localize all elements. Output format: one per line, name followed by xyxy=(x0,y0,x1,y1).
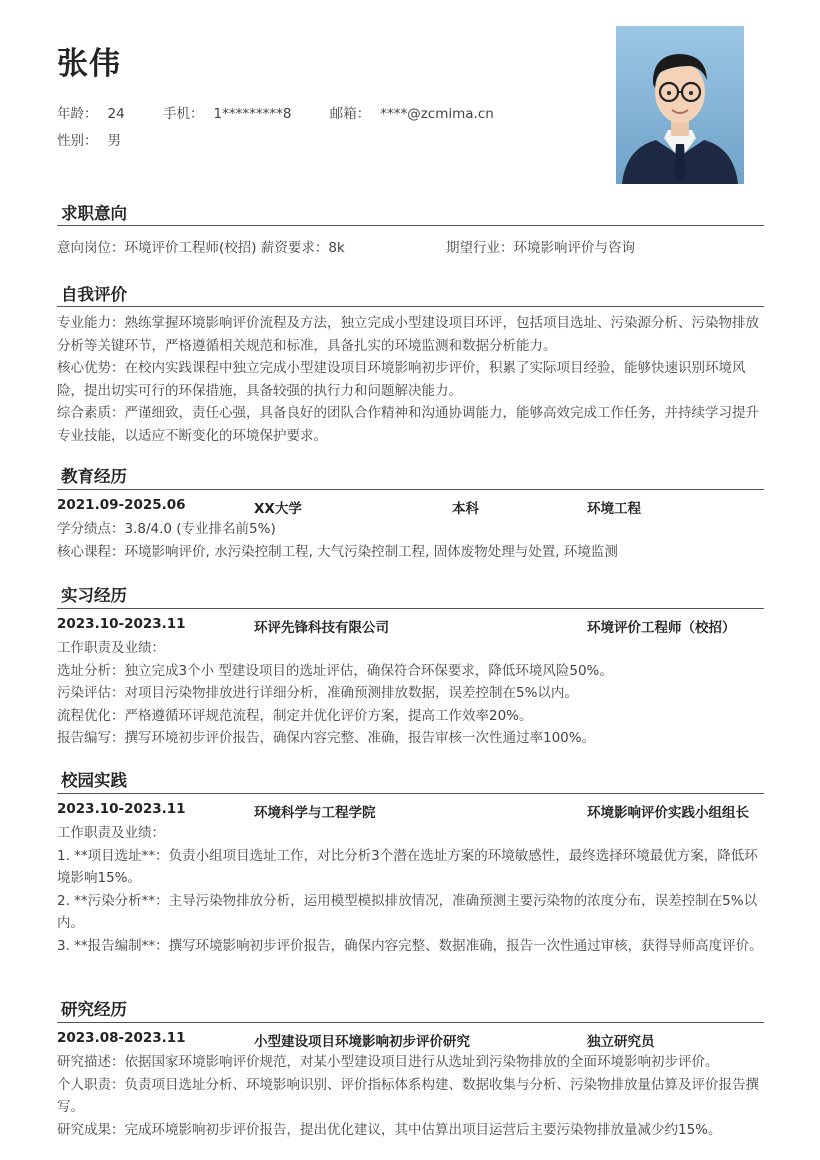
section-title-research: 研究经历 xyxy=(61,1000,127,1019)
research-details xyxy=(57,1051,765,1141)
campus-line: 3. **报告编制**：撰写环境影响初步评价报告，确保内容完整、数据准确，报告一次性通过审核，获得导师高度评价。 xyxy=(57,937,763,954)
campus-details xyxy=(57,822,765,957)
section-divider xyxy=(57,306,764,307)
internship-duty-heading: 工作职责及业绩： xyxy=(57,640,165,656)
section-title-internship: 实习经历 xyxy=(61,586,127,605)
intent-industry: 期望行业：环境影响评价与咨询 xyxy=(446,240,635,256)
basic-info-row-2 xyxy=(57,129,155,149)
section-title-education: 教育经历 xyxy=(61,467,127,486)
self-eval-professional: 专业能力：熟练掌握环境影响评价流程及方法，独立完成小型建设项目环评，包括项目选址、污染源分析、污染物排放分析等关键环节，严格遵循相关规范和标准，具备扎实的环境监测和数据分析能力。 xyxy=(57,315,759,354)
education-major: 环境工程 xyxy=(587,501,641,517)
internship-line: 流程优化：严格遵循环评规范流程，制定并优化评价方案，提高工作效率20%。 xyxy=(57,707,533,724)
internship-line: 污染评估：对项目污染物排放进行详细分析，准确预测排放数据，误差控制在5%以内。 xyxy=(57,685,578,701)
research-title: 小型建设项目环境影响初步评价研究 xyxy=(254,1034,470,1050)
section-divider xyxy=(57,608,764,609)
education-degree: 本科 xyxy=(452,501,479,517)
education-period: 2021.09-2025.06 xyxy=(57,497,186,513)
campus-period: 2023.10-2023.11 xyxy=(57,801,186,817)
age-label: 年龄： xyxy=(57,106,98,122)
education-gpa: 学分绩点：3.8/4.0 (专业排名前5%) xyxy=(57,521,276,537)
age-value: 24 xyxy=(107,106,125,122)
section-title-campus: 校园实践 xyxy=(61,771,127,790)
basic-info-row-1 xyxy=(57,102,528,122)
campus-line: 2. **污染分析**：主导污染物排放分析，运用模型模拟排放情况，准确预测主要污染物的浓度分布，误差控制在5%以内。 xyxy=(57,892,758,931)
internship-line: 选址分析：独立完成3个小 型建设项目的选址评估，确保符合环保要求，降低环境风险50%。 xyxy=(57,662,613,679)
campus-header-row xyxy=(57,801,765,823)
research-period: 2023.08-2023.11 xyxy=(57,1030,186,1046)
email-info xyxy=(330,106,494,122)
section-title-self-eval: 自我评价 xyxy=(61,285,127,304)
section-divider xyxy=(57,489,764,490)
internship-header-row xyxy=(57,616,765,638)
internship-company: 环评先锋科技有限公司 xyxy=(254,620,389,636)
campus-duty-heading: 工作职责及业绩： xyxy=(57,825,165,841)
profile-photo xyxy=(616,26,744,184)
campus-org: 环境科学与工程学院 xyxy=(254,805,376,821)
campus-role: 环境影响评价实践小组组长 xyxy=(587,805,749,821)
phone-info xyxy=(163,106,291,122)
research-role: 独立研究员 xyxy=(587,1034,655,1050)
research-responsibility: 个人职责：负责项目选址分析、环境影响识别、评价指标体系构建、数据收集与分析、污染物排放量估算及评价报告撰写。 xyxy=(57,1076,759,1115)
section-divider xyxy=(57,793,764,794)
candidate-name: 张伟 xyxy=(57,46,121,82)
gender-value: 男 xyxy=(107,133,121,149)
section-divider xyxy=(57,225,764,226)
gender-info xyxy=(57,133,121,149)
self-eval-advantage: 核心优势：在校内实践课程中独立完成小型建设项目环境影响初步评价，积累了实际项目经验，能够快速识别环境风险，提出切实可行的环保措施，具备较强的执行力和问题解决能力。 xyxy=(57,360,746,399)
self-eval-quality: 综合素质：严谨细致，责任心强，具备良好的团队合作精神和沟通协调能力，能够高效完成工作任务，并持续学习提升专业技能，以适应不断变化的环境保护要求。 xyxy=(57,405,759,444)
internship-role: 环境评价工程师（校招） xyxy=(587,620,736,636)
campus-line: 1. **项目选址**：负责小组项目选址工作，对比分析3个潜在选址方案的环境敏感性，最终选择环境最优方案，降低环境影响15%。 xyxy=(57,847,758,886)
phone-value: 1*********8 xyxy=(213,106,292,122)
internship-line: 报告编写：撰写环境初步评价报告，确保内容完整、准确，报告审核一次性通过率100%。 xyxy=(57,730,596,746)
research-description: 研究描述：依据国家环境影响评价规范，对某小型建设项目进行从选址到污染物排放的全面环境影响初步评价。 xyxy=(57,1054,719,1070)
education-school: XX大学 xyxy=(254,501,302,517)
gender-label: 性别： xyxy=(57,133,98,149)
phone-label: 手机： xyxy=(162,106,204,122)
education-details xyxy=(57,518,765,563)
education-header-row xyxy=(57,497,765,519)
education-courses: 核心课程：环境影响评价, 水污染控制工程, 大气污染控制工程, 固体废物处理与处置, 环境监测 xyxy=(57,543,618,560)
portrait-illustration xyxy=(616,26,744,184)
age-info xyxy=(57,106,125,122)
section-title-intent: 求职意向 xyxy=(61,204,127,223)
research-header-row xyxy=(57,1030,765,1052)
internship-period: 2023.10-2023.11 xyxy=(57,616,186,632)
internship-details xyxy=(57,637,765,750)
section-divider xyxy=(57,1022,764,1023)
job-intent-row xyxy=(57,236,635,256)
intent-position: 意向岗位：环境评价工程师(校招) 薪资要求：8k xyxy=(57,240,345,256)
email-label: 邮箱： xyxy=(329,106,371,122)
research-result: 研究成果：完成环境影响初步评价报告，提出优化建议，其中估算出项目运营后主要污染物排放量减少约15%。 xyxy=(57,1121,722,1138)
email-value: ****@zcmima.cn xyxy=(380,106,494,122)
self-eval-block xyxy=(57,312,765,447)
